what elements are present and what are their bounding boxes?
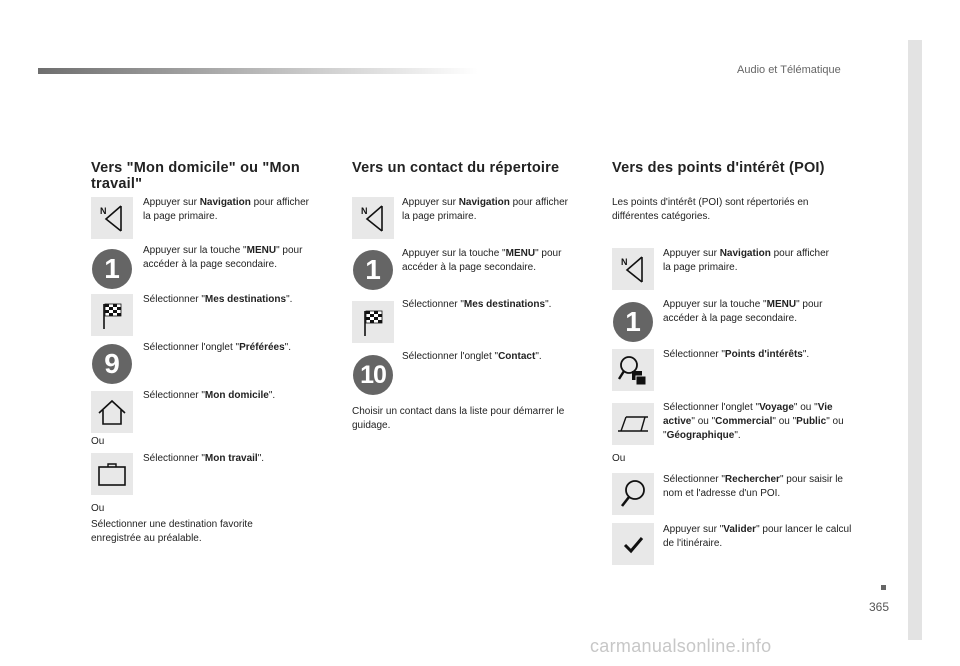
- home-icon: [91, 391, 133, 433]
- navigation-button[interactable]: [91, 197, 133, 239]
- navigation-arrow-icon: [612, 248, 654, 290]
- step-text: Appuyer sur "Valider" pour lancer le calcul de l'itinéraire.: [663, 524, 852, 549]
- step-text: Appuyer sur la touche "MENU" pour accéder à la page secondaire.: [663, 299, 823, 324]
- destinations-button[interactable]: [352, 301, 394, 343]
- page-marker: [881, 585, 886, 590]
- section-title: Vers "Mon domicile" ou "Mon travail": [91, 160, 300, 192]
- tab-number[interactable]: 9: [92, 344, 132, 384]
- svg-text:N: N: [100, 206, 107, 216]
- navigation-button[interactable]: [612, 248, 654, 290]
- page-side-tab: [908, 40, 922, 640]
- page-number: 365: [869, 600, 890, 614]
- section-title: Vers des points d'intérêt (POI): [612, 160, 825, 176]
- step-text: Sélectionner l'onglet "Contact".: [402, 351, 542, 362]
- validate-button[interactable]: [612, 523, 654, 565]
- step-text: Sélectionner l'onglet "Voyage" ou "Vie active" ou "Commercial" ou "Public" ou "Géographique".: [663, 402, 844, 441]
- menu-key-number[interactable]: 1: [92, 249, 132, 289]
- step-text: Appuyer sur Navigation pour afficher la page primaire.: [402, 197, 569, 222]
- destinations-button[interactable]: [91, 294, 133, 336]
- header-title: Audio et Télématique: [737, 64, 841, 76]
- step-text: Appuyer sur la touche "MENU" pour accéder à la page secondaire.: [402, 248, 562, 273]
- step-text: Appuyer sur la touche "MENU" pour accéder à la page secondaire.: [143, 245, 303, 270]
- step-text: Sélectionner "Mes destinations".: [402, 299, 552, 310]
- navigation-arrow-icon: [352, 197, 394, 239]
- navigation-button[interactable]: [352, 197, 394, 239]
- checkmark-icon: [612, 523, 654, 565]
- poi-button[interactable]: [612, 349, 654, 391]
- road-category-icon: [612, 403, 654, 445]
- navigation-arrow-icon: [91, 197, 133, 239]
- section-intro: Les points d'intérêt (POI) sont répertoriés en différentes catégories.: [612, 197, 809, 222]
- checkered-flag-icon: [91, 294, 133, 336]
- or-label: Ou: [91, 436, 105, 447]
- magnifier-icon: [612, 473, 654, 515]
- watermark: carmanualsonline.info: [590, 636, 772, 656]
- menu-key-number[interactable]: 1: [613, 302, 653, 342]
- category-button[interactable]: [612, 403, 654, 445]
- step-text: Appuyer sur Navigation pour afficher la page primaire.: [143, 197, 310, 222]
- step-text: Sélectionner "Mon domicile".: [143, 390, 276, 401]
- checkered-flag-icon: [352, 301, 394, 343]
- step-text: Sélectionner l'onglet "Préférées".: [143, 342, 291, 353]
- step-text: Sélectionner une destination favorite enregistrée au préalable.: [91, 519, 253, 544]
- svg-text:N: N: [361, 206, 368, 216]
- menu-key-number[interactable]: 1: [353, 250, 393, 290]
- or-label: Ou: [612, 453, 626, 464]
- step-text: Appuyer sur Navigation pour afficher la page primaire.: [663, 248, 830, 273]
- briefcase-icon: [91, 453, 133, 495]
- step-text: Sélectionner "Points d'intérêts".: [663, 349, 810, 360]
- section-title: Vers un contact du répertoire: [352, 160, 560, 176]
- section-poi: [612, 160, 852, 176]
- section-contact: [352, 160, 592, 176]
- work-button[interactable]: [91, 453, 133, 495]
- search-button[interactable]: [612, 473, 654, 515]
- or-label: Ou: [91, 503, 105, 514]
- step-text: Choisir un contact dans la liste pour démarrer le guidage.: [352, 406, 565, 431]
- tab-number[interactable]: 10: [353, 355, 393, 395]
- section-home-work: [91, 160, 331, 192]
- svg-text:N: N: [621, 257, 628, 267]
- step-text: Sélectionner "Mon travail".: [143, 453, 265, 464]
- home-button[interactable]: [91, 391, 133, 433]
- step-text: Sélectionner "Mes destinations".: [143, 294, 293, 305]
- header-gradient-bar: [38, 68, 478, 74]
- step-text: Sélectionner "Rechercher" pour saisir le nom et l'adresse d'un POI.: [663, 474, 843, 499]
- poi-search-icon: [612, 349, 654, 391]
